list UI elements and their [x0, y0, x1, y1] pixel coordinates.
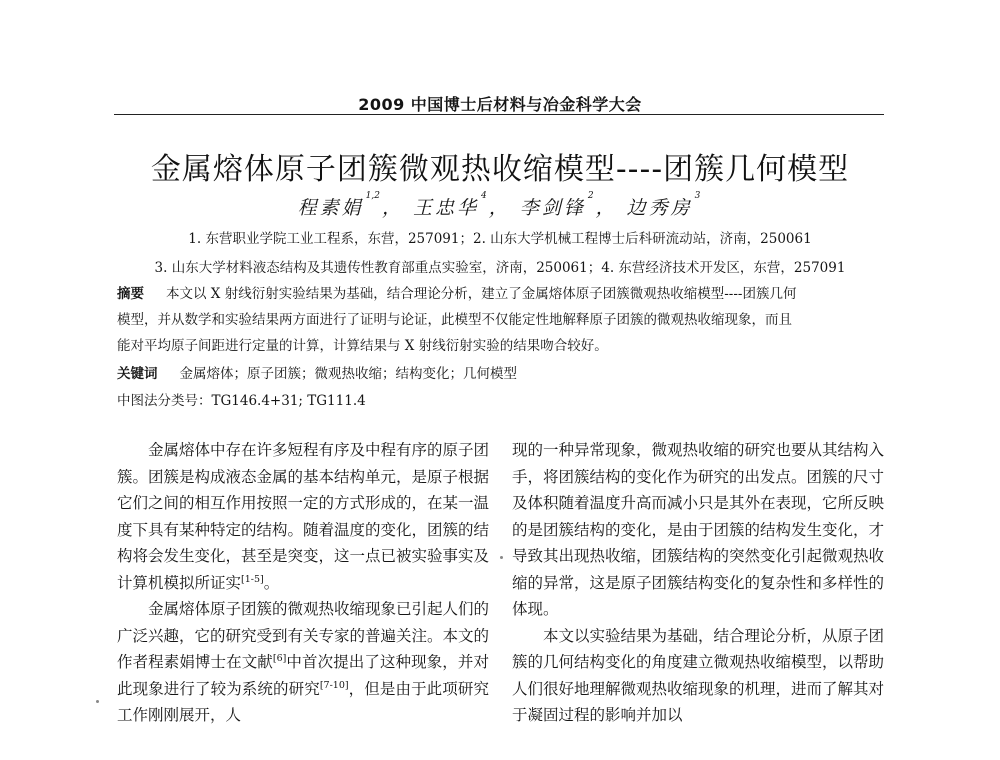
body-column-left — [117, 437, 489, 729]
citation: [7-10] — [319, 679, 349, 691]
author-sep: ， — [595, 197, 618, 219]
author-name: 李剑锋 — [519, 197, 586, 219]
author-sup: 4 — [481, 191, 487, 201]
keywords-label: 关键词 — [117, 366, 158, 382]
citation: [1-5] — [241, 573, 264, 585]
classification-line: 中图法分类号：TG146.4+31; TG111.4 — [117, 393, 366, 409]
paragraph — [117, 437, 489, 596]
scan-speck — [96, 700, 99, 703]
paragraph-text: 。 — [263, 573, 280, 592]
body-column-right — [512, 437, 884, 729]
author-sup: 2 — [587, 191, 594, 201]
paragraph-text: 中首次提出了这种现象，并对此现象进行了较为系统的研究 — [117, 653, 489, 698]
scan-speck — [500, 556, 503, 559]
paragraph-text: 金属熔体原子团簇的微观热收缩现象已引起人们的广泛兴趣，它的研究受到有关专家的普遍关注。本文的作者程素娟博士在文献 — [117, 600, 490, 671]
author-sup: 1,2 — [365, 191, 380, 201]
author-name: 王忠华 — [413, 197, 480, 219]
paragraph: 本文以实验结果为基础，结合理论分析，从原子团簇的几何结构变化的角度建立微观热收缩模型，以帮助人们很好地理解微观热收缩现象的机理，进而了解其对于凝固过程的影响并加以 — [512, 626, 885, 724]
affiliation-line-1: 1. 东营职业学院工业工程系，东营，257091；2. 山东大学机械工程博士后科研流动站，济南，250061 — [188, 231, 812, 247]
author-sep: ， — [488, 197, 511, 219]
paragraph — [117, 596, 489, 729]
citation: [6] — [272, 652, 287, 664]
paper-title: 金属熔体原子团簇微观热收缩模型----团簇几何模型 — [150, 152, 850, 187]
running-head: 2009 中国博士后材料与冶金科学大会 — [358, 95, 642, 114]
abstract-text-1: 本文以 X 射线衍射实验结果为基础，结合理论分析，建立了金属熔体原子团簇微观热收缩模型----团簇几何 — [166, 286, 797, 302]
author-name: 程素娟 — [297, 197, 364, 219]
header-rule — [114, 114, 884, 115]
abstract-label: 摘要 — [117, 286, 144, 302]
paragraph-text: 金属熔体中存在许多短程有序及中程有序的原子团簇。团簇是构成液态金属的基本结构单元，是原子根据它们之间的相互作用按照一定的方式形成的，在某一温度下具有某种特定的结构。随着温度的变化，团簇的结构将会发生变化，甚至是突变，这一点已被实验事实及计算机模拟所证实 — [117, 441, 490, 592]
abstract-line-3: 能对平均原子间距进行定量的计算，计算结果与 X 射线衍射实验的结果吻合较好。 — [117, 338, 608, 354]
paragraph-text: ，但是由于此项研究工作刚刚展开，人 — [117, 679, 489, 724]
author-sep: ， — [381, 197, 404, 219]
keywords-text: 金属熔体；原子团簇；微观热收缩；结构变化；几何模型 — [179, 366, 517, 382]
paragraph: 现的一种异常现象，微观热收缩的研究也要从其结构入手，将团簇结构的变化作为研究的出发点。团簇的尺寸及体积随着温度升高而减小只是其外在表现，它所反映的是团簇结构的变化，是由于团簇的结构发生变化，才导致其出现热收缩，团簇结构的突然变化引起微观热收缩的异常，这是原子团簇结构变化的复杂性和多样性的体现。 — [512, 441, 885, 618]
author-name: 边秀房 — [626, 197, 693, 219]
keywords-line — [117, 362, 887, 382]
author-sup: 3 — [694, 191, 701, 201]
author-list — [0, 193, 1000, 220]
abstract-line-2: 模型，并从数学和实验结果两方面进行了证明与论证，此模型不仅能定性地解释原子团簇的微观热收缩现象，而且 — [117, 312, 792, 328]
affiliation-line-2: 3. 山东大学材料液态结构及其遗传性教育部重点实验室，济南，250061；4. 东营经济技术开发区，东营，257091 — [154, 260, 846, 276]
abstract-line-1 — [117, 282, 887, 302]
